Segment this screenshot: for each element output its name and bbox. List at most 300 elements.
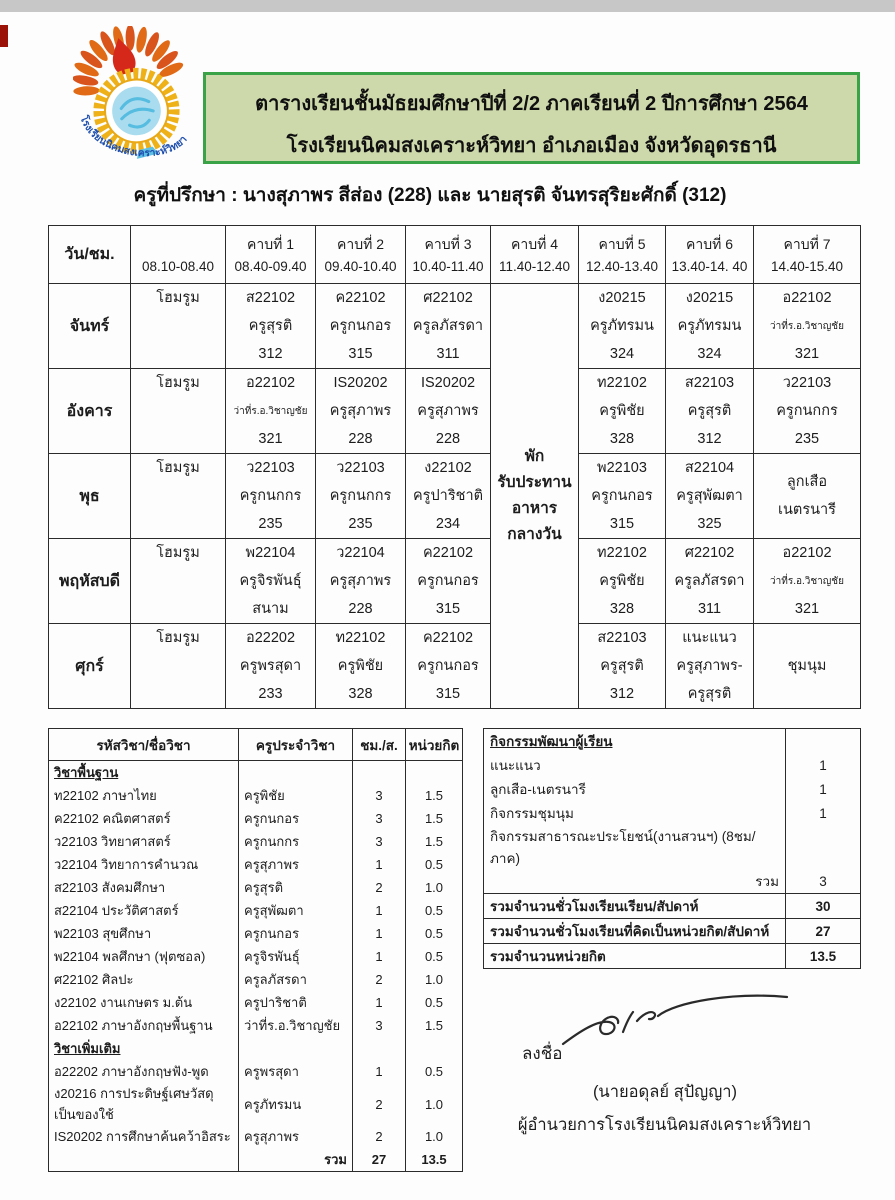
- subject-name: ส22104 ประวัติศาสตร์: [54, 903, 179, 918]
- subject-name: พ22103 สุขศึกษา: [54, 926, 152, 941]
- cell-line: ส22103: [684, 375, 735, 391]
- empty-cell: [353, 761, 406, 785]
- subject-name: ส22103 สังคมศึกษา: [54, 880, 166, 895]
- cell-line: ครูสุพัฒตา: [676, 488, 743, 504]
- summary-label: รวมจำนวนหน่วยกิต: [484, 944, 786, 969]
- cell-line: ค22102: [422, 545, 474, 561]
- subject-teacher: ครูภัทรมน: [239, 1083, 353, 1125]
- cell-line: 315: [609, 516, 635, 532]
- cell-line: ง20215: [685, 290, 734, 306]
- subject-row: [49, 1083, 463, 1125]
- scan-red-mark: [0, 25, 8, 47]
- timetable-day-row: [49, 454, 861, 539]
- subject-teacher: ครูลภัสรดา: [239, 968, 353, 991]
- subjects-total-hours: 27: [353, 1148, 406, 1172]
- cell-line: 312: [258, 346, 283, 362]
- cell-line: โฮมรูม: [156, 460, 200, 476]
- activity-row: [484, 777, 861, 801]
- cell-line: ครูสุรติ: [248, 318, 293, 334]
- period-label: คาบที่ 3: [424, 236, 472, 252]
- activities-title: กิจกรรมพัฒนาผู้เรียน: [490, 734, 613, 749]
- cell-line: ท22102: [335, 630, 386, 646]
- cell-line: โฮมรูม: [156, 630, 200, 646]
- subject-credits: 1.5: [406, 1014, 463, 1037]
- cell-line: ครูสุรติ: [687, 403, 732, 419]
- cell-line: อ22202: [245, 630, 296, 646]
- period-header: [226, 226, 316, 284]
- subjects-header-cell: ครูประจำวิชา: [239, 729, 353, 761]
- timetable-cell: [316, 369, 406, 454]
- timetable-cell: [131, 539, 226, 624]
- cell-line: 228: [435, 431, 461, 447]
- cell-line: ครูกนกอร: [417, 573, 479, 589]
- empty-cell: [406, 761, 463, 785]
- subject-teacher: ครูปาริชาติ: [239, 991, 353, 1014]
- timetable-cell: [754, 454, 861, 539]
- period-label: คาบที่ 1: [246, 236, 295, 252]
- scan-top-strip: [0, 0, 895, 12]
- subject-teacher: ครูพิชัย: [239, 784, 353, 807]
- subject-credits: 1.0: [406, 1083, 463, 1125]
- period-header: [491, 226, 579, 284]
- period-time: 09.40-10.40: [324, 259, 397, 274]
- logo-school-name: โรงเรียนนิคมสงเคราะห์วิทยา: [77, 114, 190, 160]
- cell-line: แนะแนว: [682, 630, 737, 646]
- timetable-cell: [579, 624, 666, 709]
- subject-name: อ22202 ภาษาอังกฤษฟัง-พูด: [54, 1064, 209, 1079]
- cell-line: 328: [609, 431, 635, 447]
- cell-line: ครูสุรติ: [687, 686, 732, 702]
- timetable-day-row: [49, 369, 861, 454]
- subject-row: [49, 807, 463, 830]
- cell-line: IS20202: [420, 375, 476, 391]
- timetable-day-row: [49, 624, 861, 709]
- summary-row: [484, 894, 861, 919]
- cell-line: 312: [697, 431, 722, 447]
- cell-line: ค22102: [335, 290, 386, 306]
- cell-line: ครูพิชัย: [599, 403, 645, 419]
- subject-credits: 1.5: [406, 807, 463, 830]
- timetable-cell: [131, 624, 226, 709]
- activity-label: ลูกเสือ-เนตรนารี: [490, 782, 586, 797]
- empty-cell: [406, 1037, 463, 1060]
- subject-teacher: ครูจิรพันธุ์: [239, 945, 353, 968]
- cell-line: ครูสุภาพร-: [676, 658, 743, 674]
- cell-line: 328: [609, 601, 635, 617]
- subject-credits: 0.5: [406, 922, 463, 945]
- timetable-cell: [226, 284, 316, 369]
- activity-value: 3: [786, 869, 861, 894]
- day-name: พุธ: [49, 454, 131, 539]
- subject-name: IS20202 การศึกษาค้นคว้าอิสระ: [54, 1129, 231, 1144]
- subject-name: ว22103 วิทยาศาสตร์: [54, 834, 171, 849]
- subject-teacher: ครูสุพัฒตา: [239, 899, 353, 922]
- timetable-header-row: [49, 226, 861, 284]
- break-line: กลางวัน: [507, 526, 562, 543]
- period-header: [406, 226, 491, 284]
- subject-credits: 1.5: [406, 830, 463, 853]
- cell-line: 228: [348, 431, 373, 447]
- cell-line: IS20202: [333, 375, 388, 391]
- timetable-cell: [666, 624, 754, 709]
- empty-cell: [353, 1037, 406, 1060]
- cell-line: ว22104: [336, 545, 385, 561]
- subject-credits: 1.0: [406, 968, 463, 991]
- subject-hours: 2: [353, 1125, 406, 1148]
- subject-row: [49, 922, 463, 945]
- timetable-cell: [226, 624, 316, 709]
- cell-line: ศ22102: [684, 545, 735, 561]
- activity-value: 1: [786, 753, 861, 777]
- period-time: 11.40-12.40: [498, 259, 571, 274]
- subject-credits: 1.0: [406, 876, 463, 899]
- subject-row: [49, 991, 463, 1014]
- subject-credits: 0.5: [406, 1060, 463, 1083]
- timetable-cell: [226, 539, 316, 624]
- cell-line: ครูภัทรมน: [590, 318, 654, 334]
- cell-line: โฮมรูม: [156, 290, 200, 306]
- subject-teacher: ครูพรสุดา: [239, 1060, 353, 1083]
- cell-line: 233: [258, 686, 283, 702]
- section-row: [49, 1037, 463, 1060]
- activity-row: [484, 753, 861, 777]
- timetable-cell: [666, 539, 754, 624]
- subject-name: ว22104 วิทยาการคำนวณ: [54, 857, 199, 872]
- empty-cell: [786, 729, 861, 754]
- activity-label: รวม: [755, 874, 779, 889]
- cell-line: อ22102: [245, 375, 296, 391]
- subject-name: พ22104 พลศึกษา (ฟุตซอล): [54, 949, 206, 964]
- timetable-cell: [226, 454, 316, 539]
- timetable-cell: [579, 454, 666, 539]
- cell-line: 315: [435, 686, 461, 702]
- subjects-header-row: [49, 729, 463, 761]
- timetable-cell: [406, 369, 491, 454]
- cell-line: 328: [348, 686, 373, 702]
- cell-line: 321: [794, 346, 820, 362]
- subject-credits: 0.5: [406, 991, 463, 1014]
- summary-value: 27: [786, 919, 861, 944]
- cell-line: ง22102: [424, 460, 472, 476]
- timetable-cell: [316, 284, 406, 369]
- cell-line: 312: [609, 686, 635, 702]
- cell-line: ครูลภัสรดา: [674, 573, 745, 589]
- period-label: คาบที่ 7: [783, 236, 831, 252]
- activity-value: 1: [786, 801, 861, 825]
- cell-line: โฮมรูม: [156, 545, 200, 561]
- timetable-cell: [754, 369, 861, 454]
- timetable-cell: [406, 539, 491, 624]
- cell-line: ว22103: [336, 460, 385, 476]
- period-time: 10.40-11.40: [412, 259, 484, 274]
- cell-line: 325: [697, 516, 722, 532]
- subjects-total-row: [49, 1148, 463, 1172]
- section-row: [49, 761, 463, 785]
- subjects-table: [48, 728, 463, 1172]
- cell-line: ส22104: [684, 460, 735, 476]
- cell-line: 324: [609, 346, 635, 362]
- subject-hours: 3: [353, 830, 406, 853]
- subject-hours: 3: [353, 784, 406, 807]
- cell-line: 235: [794, 431, 820, 447]
- cell-line: ครูปาริชาติ: [412, 488, 484, 504]
- subject-teacher: ครูกนกกร: [239, 830, 353, 853]
- activity-label: แนะแนว: [490, 758, 541, 773]
- subject-row: [49, 1125, 463, 1148]
- day-name: พฤหัสบดี: [49, 539, 131, 624]
- activity-value: 1: [786, 777, 861, 801]
- subject-name: ศ22102 ศิลปะ: [54, 972, 134, 987]
- timetable-cell: [754, 624, 861, 709]
- timetable-cell: [316, 539, 406, 624]
- summary-row: [484, 944, 861, 969]
- subject-name: ง22102 งานเกษตร ม.ต้น: [54, 995, 193, 1010]
- cell-line: 315: [348, 346, 373, 362]
- subject-row: [49, 968, 463, 991]
- subject-row: [49, 876, 463, 899]
- activities-title-row: [484, 729, 861, 754]
- summary-label: รวมจำนวนชั่วโมงเรียนเรียน/สัปดาห์: [484, 894, 786, 919]
- summary-label: รวมจำนวนชั่วโมงเรียนที่คิดเป็นหน่วยกิต/สัปดาห์: [484, 919, 786, 944]
- school-name: โรงเรียนนิคมสงเคราะห์วิทยา อำเภอเมือง จังหวัดอุดรธานี: [286, 135, 777, 157]
- subject-row: [49, 853, 463, 876]
- cell-line: ลูกเสือ: [786, 474, 828, 490]
- subject-credits: 0.5: [406, 899, 463, 922]
- subject-credits: 0.5: [406, 853, 463, 876]
- summary-row: [484, 919, 861, 944]
- sign-label: ลงชื่อ: [522, 1044, 563, 1063]
- subject-teacher: ครูกนกอร: [239, 807, 353, 830]
- cell-line: ครูกนกกร: [329, 488, 392, 504]
- subject-name: อ22102 ภาษาอังกฤษพื้นฐาน: [54, 1018, 213, 1033]
- timetable-cell: [226, 369, 316, 454]
- subject-credits: 0.5: [406, 945, 463, 968]
- period-header: [579, 226, 666, 284]
- subject-hours: 2: [353, 1083, 406, 1125]
- period-label: คาบที่ 6: [685, 236, 734, 252]
- cell-line: ครูกนกอร: [417, 658, 479, 674]
- empty-cell: [239, 1037, 353, 1060]
- subject-hours: 1: [353, 853, 406, 876]
- break-line: อาหาร: [511, 500, 558, 517]
- cell-line: อ22102: [782, 545, 832, 561]
- school-logo-icon: [73, 26, 197, 178]
- empty-cell: [49, 1148, 239, 1172]
- subject-teacher: ครูสุรติ: [239, 876, 353, 899]
- timetable-cell: [406, 624, 491, 709]
- subject-credits: 1.5: [406, 784, 463, 807]
- period-label: คาบที่ 2: [336, 236, 385, 252]
- period-header: [131, 226, 226, 284]
- day-name: จันทร์: [49, 284, 131, 369]
- activity-row: [484, 869, 861, 894]
- cell-line: 315: [435, 601, 461, 617]
- cell-line: ครูสุภาพร: [417, 403, 479, 419]
- cell-line: ว่าที่ร.อ.วิชาญชัย: [770, 321, 844, 332]
- summary-value: 13.5: [786, 944, 861, 969]
- timetable-cell: [406, 454, 491, 539]
- cell-line: 324: [697, 346, 722, 362]
- cell-line: ครูสุรติ: [600, 658, 644, 674]
- cell-line: ครูสุภาพร: [329, 403, 392, 419]
- subject-name: ง20216 การประดิษฐ์เศษวัสดุเป็นของใช้: [54, 1086, 214, 1122]
- timetable-cell: [666, 454, 754, 539]
- subjects-total-credits: 13.5: [406, 1148, 463, 1172]
- lunch-break-cell: [491, 284, 579, 709]
- timetable-cell: [754, 539, 861, 624]
- subject-hours: 2: [353, 968, 406, 991]
- cell-line: 311: [436, 346, 460, 362]
- period-label: [131, 229, 225, 256]
- activity-row: [484, 801, 861, 825]
- subject-hours: 1: [353, 922, 406, 945]
- cell-line: โฮมรูม: [156, 375, 200, 391]
- cell-line: ชุมนุม: [787, 658, 827, 674]
- cell-line: พ22104: [245, 545, 296, 561]
- director-name: (นายอดุลย์ สุปัญญา): [592, 1083, 738, 1101]
- period-time: 08.10-08.40: [141, 259, 215, 274]
- cell-line: ครูกนกกร: [239, 488, 302, 504]
- cell-line: ท22102: [597, 375, 647, 391]
- cell-line: ครูกนกอร: [591, 488, 653, 504]
- cell-line: 228: [348, 601, 373, 617]
- cell-line: ส22103: [597, 630, 647, 646]
- section-title: วิชาเพิ่มเติม: [54, 1041, 121, 1056]
- summary-value: 30: [786, 894, 861, 919]
- cell-line: ว22103: [246, 460, 295, 476]
- signature-icon: [557, 986, 795, 1058]
- period-time: 13.40-14. 40: [671, 259, 748, 274]
- subjects-header-cell: รหัสวิชา/ชื่อวิชา: [49, 729, 239, 761]
- timetable-cell: [406, 284, 491, 369]
- subject-row: [49, 1014, 463, 1037]
- break-line: รับประทาน: [497, 474, 572, 491]
- cell-line: ว่าที่ร.อ.วิชาญชัย: [770, 576, 844, 587]
- cell-line: ค22102: [422, 630, 474, 646]
- cell-line: ครูสุภาพร: [329, 573, 392, 589]
- timetable-cell: [666, 369, 754, 454]
- section-title: วิชาพื้นฐาน: [54, 765, 119, 780]
- timetable-corner-label: วัน/ชม.: [49, 226, 131, 284]
- period-header: [754, 226, 861, 284]
- subject-hours: 1: [353, 899, 406, 922]
- period-label: คาบที่ 4: [510, 236, 559, 252]
- period-time: 12.40-13.40: [585, 259, 659, 274]
- director-title: ผู้อำนวยการโรงเรียนนิคมสงเคราะห์วิทยา: [517, 1116, 812, 1134]
- timetable-cell: [579, 284, 666, 369]
- cell-line: ครูกนกอร: [329, 318, 392, 334]
- title-box: [203, 72, 860, 164]
- timetable-day-row: [49, 539, 861, 624]
- subject-row: [49, 784, 463, 807]
- subject-hours: 1: [353, 945, 406, 968]
- timetable-day-row: [49, 284, 861, 369]
- empty-cell: [239, 761, 353, 785]
- cell-line: ครูพิชัย: [599, 573, 645, 589]
- activities-table: [483, 728, 861, 969]
- subject-teacher: ครูสุภาพร: [239, 1125, 353, 1148]
- page-title: ตารางเรียนชั้นมัธยมศึกษาปีที่ 2/2 ภาคเรียนที่ 2 ปีการศึกษา 2564: [255, 93, 808, 115]
- cell-line: อ22102: [782, 290, 832, 306]
- timetable-cell: [579, 539, 666, 624]
- day-name: ศุกร์: [49, 624, 131, 709]
- activity-row: [484, 825, 861, 869]
- advisor-line: ครูที่ปรึกษา : นางสุภาพร สีส่อง (228) และ นายสุรติ จันทรสุริยะศักดิ์ (312): [133, 185, 727, 206]
- cell-line: ครูพรสุดา: [239, 658, 302, 674]
- timetable: [48, 225, 861, 709]
- period-header: [316, 226, 406, 284]
- timetable-cell: [131, 454, 226, 539]
- period-time: 14.40-15.40: [770, 259, 844, 274]
- cell-line: ครูลภัสรดา: [412, 318, 484, 334]
- timetable-cell: [754, 284, 861, 369]
- subject-row: [49, 1060, 463, 1083]
- activity-label: กิจกรรมสาธารณะประโยชน์(งานสวนฯ) (8ชม/ภาค): [490, 829, 756, 866]
- subject-row: [49, 945, 463, 968]
- subject-credits: 1.0: [406, 1125, 463, 1148]
- cell-line: ว22103: [782, 375, 832, 391]
- subject-teacher: ครูสุภาพร: [239, 853, 353, 876]
- activity-label: กิจกรรมชุมนุม: [490, 806, 574, 821]
- cell-line: ครูพิชัย: [337, 658, 384, 674]
- activity-value: [786, 825, 861, 869]
- cell-line: 234: [435, 516, 461, 532]
- subject-name: ท22102 ภาษาไทย: [54, 788, 157, 803]
- subject-hours: 3: [353, 807, 406, 830]
- cell-line: ว่าที่ร.อ.วิชาญชัย: [233, 406, 308, 417]
- subject-hours: 2: [353, 876, 406, 899]
- timetable-cell: [666, 284, 754, 369]
- subjects-total-label: รวม: [239, 1148, 353, 1172]
- subject-hours: 1: [353, 1060, 406, 1083]
- subject-teacher: ครูกนกอร: [239, 922, 353, 945]
- period-header: [666, 226, 754, 284]
- cell-line: ศ22102: [423, 290, 473, 306]
- cell-line: ส22102: [245, 290, 296, 306]
- subject-hours: 1: [353, 991, 406, 1014]
- timetable-cell: [316, 454, 406, 539]
- timetable-cell: [579, 369, 666, 454]
- cell-line: ครูจิรพันธุ์: [239, 573, 302, 589]
- break-line: พัก: [524, 448, 545, 465]
- cell-line: 321: [258, 431, 283, 447]
- subject-row: [49, 830, 463, 853]
- subject-hours: 3: [353, 1014, 406, 1037]
- timetable-cell: [316, 624, 406, 709]
- cell-line: สนาม: [252, 601, 289, 617]
- timetable-cell: [131, 284, 226, 369]
- cell-line: ครูภัทรมน: [677, 318, 742, 334]
- subjects-header-cell: หน่วยกิต: [406, 729, 463, 761]
- cell-line: ท22102: [597, 545, 647, 561]
- cell-line: พ22103: [597, 460, 647, 476]
- subject-name: ค22102 คณิตศาสตร์: [54, 811, 171, 826]
- cell-line: ง20215: [598, 290, 646, 306]
- cell-line: 235: [258, 516, 283, 532]
- subject-teacher: ว่าที่ร.อ.วิชาญชัย: [239, 1014, 353, 1037]
- timetable-cell: [131, 369, 226, 454]
- cell-line: 235: [348, 516, 373, 532]
- cell-line: เนตรนารี: [778, 502, 836, 518]
- day-name: อังคาร: [49, 369, 131, 454]
- period-time: 08.40-09.40: [234, 259, 307, 274]
- subject-row: [49, 899, 463, 922]
- subjects-header-cell: ชม./ส.: [353, 729, 406, 761]
- cell-line: 311: [697, 601, 722, 617]
- cell-line: 321: [794, 601, 820, 617]
- period-label: คาบที่ 5: [598, 236, 646, 252]
- cell-line: ครูกนกกร: [776, 403, 838, 419]
